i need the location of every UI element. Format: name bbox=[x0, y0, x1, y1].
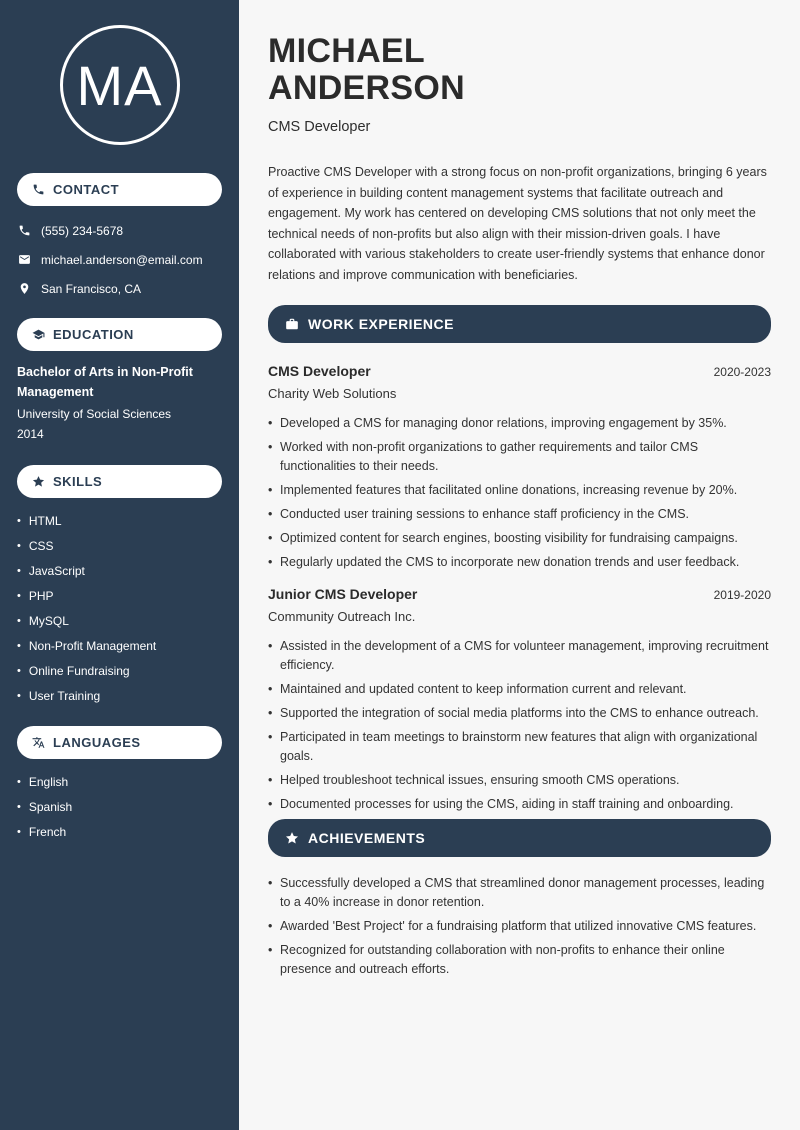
job-bullet: • Optimized content for search engines, boosting visibility for fundraising campaigns. bbox=[268, 529, 771, 548]
skill-item: • PHP bbox=[17, 583, 222, 608]
skill-item: • MySQL bbox=[17, 608, 222, 633]
monogram-avatar: MA bbox=[60, 25, 180, 145]
achievements-list bbox=[268, 874, 771, 979]
work-experience-heading bbox=[268, 305, 771, 343]
achievements-heading-label: ACHIEVEMENTS bbox=[308, 830, 426, 846]
name-last: ANDERSON bbox=[268, 69, 465, 107]
education-school: University of Social Sciences bbox=[17, 407, 172, 421]
job-bullet: • Regularly updated the CMS to incorporate new donation trends and user feedback. bbox=[268, 553, 771, 572]
skill-item: • JavaScript bbox=[17, 558, 222, 583]
job-role: CMS Developer bbox=[268, 119, 371, 135]
skill-item: • Online Fundraising bbox=[17, 658, 222, 683]
education-heading bbox=[17, 318, 222, 351]
job-bullet: • Worked with non-profit organizations to gather requirements and tailor CMS functionalities to their needs. bbox=[268, 438, 771, 476]
job-entry bbox=[268, 586, 771, 814]
summary: Proactive CMS Developer with a strong focus on non-profit organizations, bringing 6 years of experience in building content management systems that facilitate outreach and engagement. My work has centered on developing CMS solutions that not only meet the technical needs of non-profits but also align with their mission-driven goals. I have collaborated with various stakeholders to create user-friendly systems that enhance donor relations and improve communication with beneficiaries. bbox=[268, 165, 767, 282]
jobs-list bbox=[268, 363, 771, 814]
map-pin-icon bbox=[17, 282, 31, 296]
achievements-heading bbox=[268, 819, 771, 857]
star-icon bbox=[284, 831, 299, 846]
job-company: Community Outreach Inc. bbox=[268, 609, 416, 624]
achievement-item: • Successfully developed a CMS that streamlined donor management processes, leading to a 40% increase in donor retention. bbox=[268, 874, 771, 912]
main-content bbox=[239, 0, 800, 1130]
job-bullet: • Helped troubleshoot technical issues, ensuring smooth CMS operations. bbox=[268, 771, 771, 790]
phone-text: (555) 234-5678 bbox=[41, 223, 124, 238]
star-icon bbox=[31, 475, 45, 489]
languages-heading-label: LANGUAGES bbox=[53, 735, 141, 750]
contact-phone bbox=[17, 216, 222, 245]
contact-heading-label: CONTACT bbox=[53, 182, 120, 197]
job-dates: 2019-2020 bbox=[713, 588, 771, 602]
contact-list bbox=[17, 216, 222, 303]
skill-item: • Non-Profit Management bbox=[17, 633, 222, 658]
language-item: • Spanish bbox=[17, 794, 222, 819]
job-bullet: • Conducted user training sessions to enhance staff proficiency in the CMS. bbox=[268, 505, 771, 524]
skill-item: • User Training bbox=[17, 683, 222, 708]
skill-item: • CSS bbox=[17, 533, 222, 558]
job-bullet: • Assisted in the development of a CMS for volunteer management, improving recruitment efficiency. bbox=[268, 637, 771, 675]
contact-email bbox=[17, 245, 222, 274]
name-first: MICHAEL bbox=[268, 32, 425, 70]
job-bullet: • Participated in team meetings to brainstorm new features that align with organizational goals. bbox=[268, 728, 771, 766]
job-title: CMS Developer bbox=[268, 363, 371, 379]
job-bullet: • Implemented features that facilitated online donations, increasing revenue by 20%. bbox=[268, 481, 771, 500]
job-dates: 2020-2023 bbox=[713, 365, 771, 379]
job-header bbox=[268, 363, 771, 379]
skill-item: • HTML bbox=[17, 508, 222, 533]
work-experience-heading-label: WORK EXPERIENCE bbox=[308, 316, 454, 332]
skills-heading-label: SKILLS bbox=[53, 474, 103, 489]
job-company: Charity Web Solutions bbox=[268, 386, 397, 401]
education-degree: Bachelor of Arts in Non-Profit Management bbox=[17, 365, 193, 399]
language-item: • French bbox=[17, 819, 222, 844]
location-text: San Francisco, CA bbox=[41, 281, 142, 296]
phone-icon bbox=[17, 224, 31, 238]
job-entry bbox=[268, 363, 771, 572]
skills-list bbox=[17, 508, 222, 708]
job-bullet: • Supported the integration of social media platforms into the CMS to enhance outreach. bbox=[268, 704, 771, 723]
contact-location bbox=[17, 274, 222, 303]
job-header bbox=[268, 586, 771, 602]
job-bullets bbox=[268, 414, 771, 572]
job-bullet: • Developed a CMS for managing donor relations, improving engagement by 35%. bbox=[268, 414, 771, 433]
phone-icon bbox=[31, 183, 45, 197]
job-title: Junior CMS Developer bbox=[268, 586, 418, 602]
briefcase-icon bbox=[284, 317, 299, 332]
contact-heading bbox=[17, 173, 222, 206]
education-year: 2014 bbox=[17, 427, 44, 441]
sidebar bbox=[0, 0, 239, 1130]
graduation-cap-icon bbox=[31, 328, 45, 342]
skills-heading bbox=[17, 465, 222, 498]
job-bullets bbox=[268, 637, 771, 814]
achievement-item: • Recognized for outstanding collaboration with non-profits to enhance their online presence and outreach efforts. bbox=[268, 941, 771, 979]
education-heading-label: EDUCATION bbox=[53, 327, 134, 342]
translate-icon bbox=[31, 736, 45, 750]
languages-heading bbox=[17, 726, 222, 759]
job-bullet: • Maintained and updated content to keep information current and relevant. bbox=[268, 680, 771, 699]
email-text: michael.anderson@email.com bbox=[41, 252, 203, 267]
languages-list bbox=[17, 769, 222, 844]
achievement-item: • Awarded 'Best Project' for a fundraising platform that utilized innovative CMS features. bbox=[268, 917, 771, 936]
language-item: • English bbox=[17, 769, 222, 794]
envelope-icon bbox=[17, 253, 31, 267]
job-bullet: • Documented processes for using the CMS, aiding in staff training and onboarding. bbox=[268, 795, 771, 814]
